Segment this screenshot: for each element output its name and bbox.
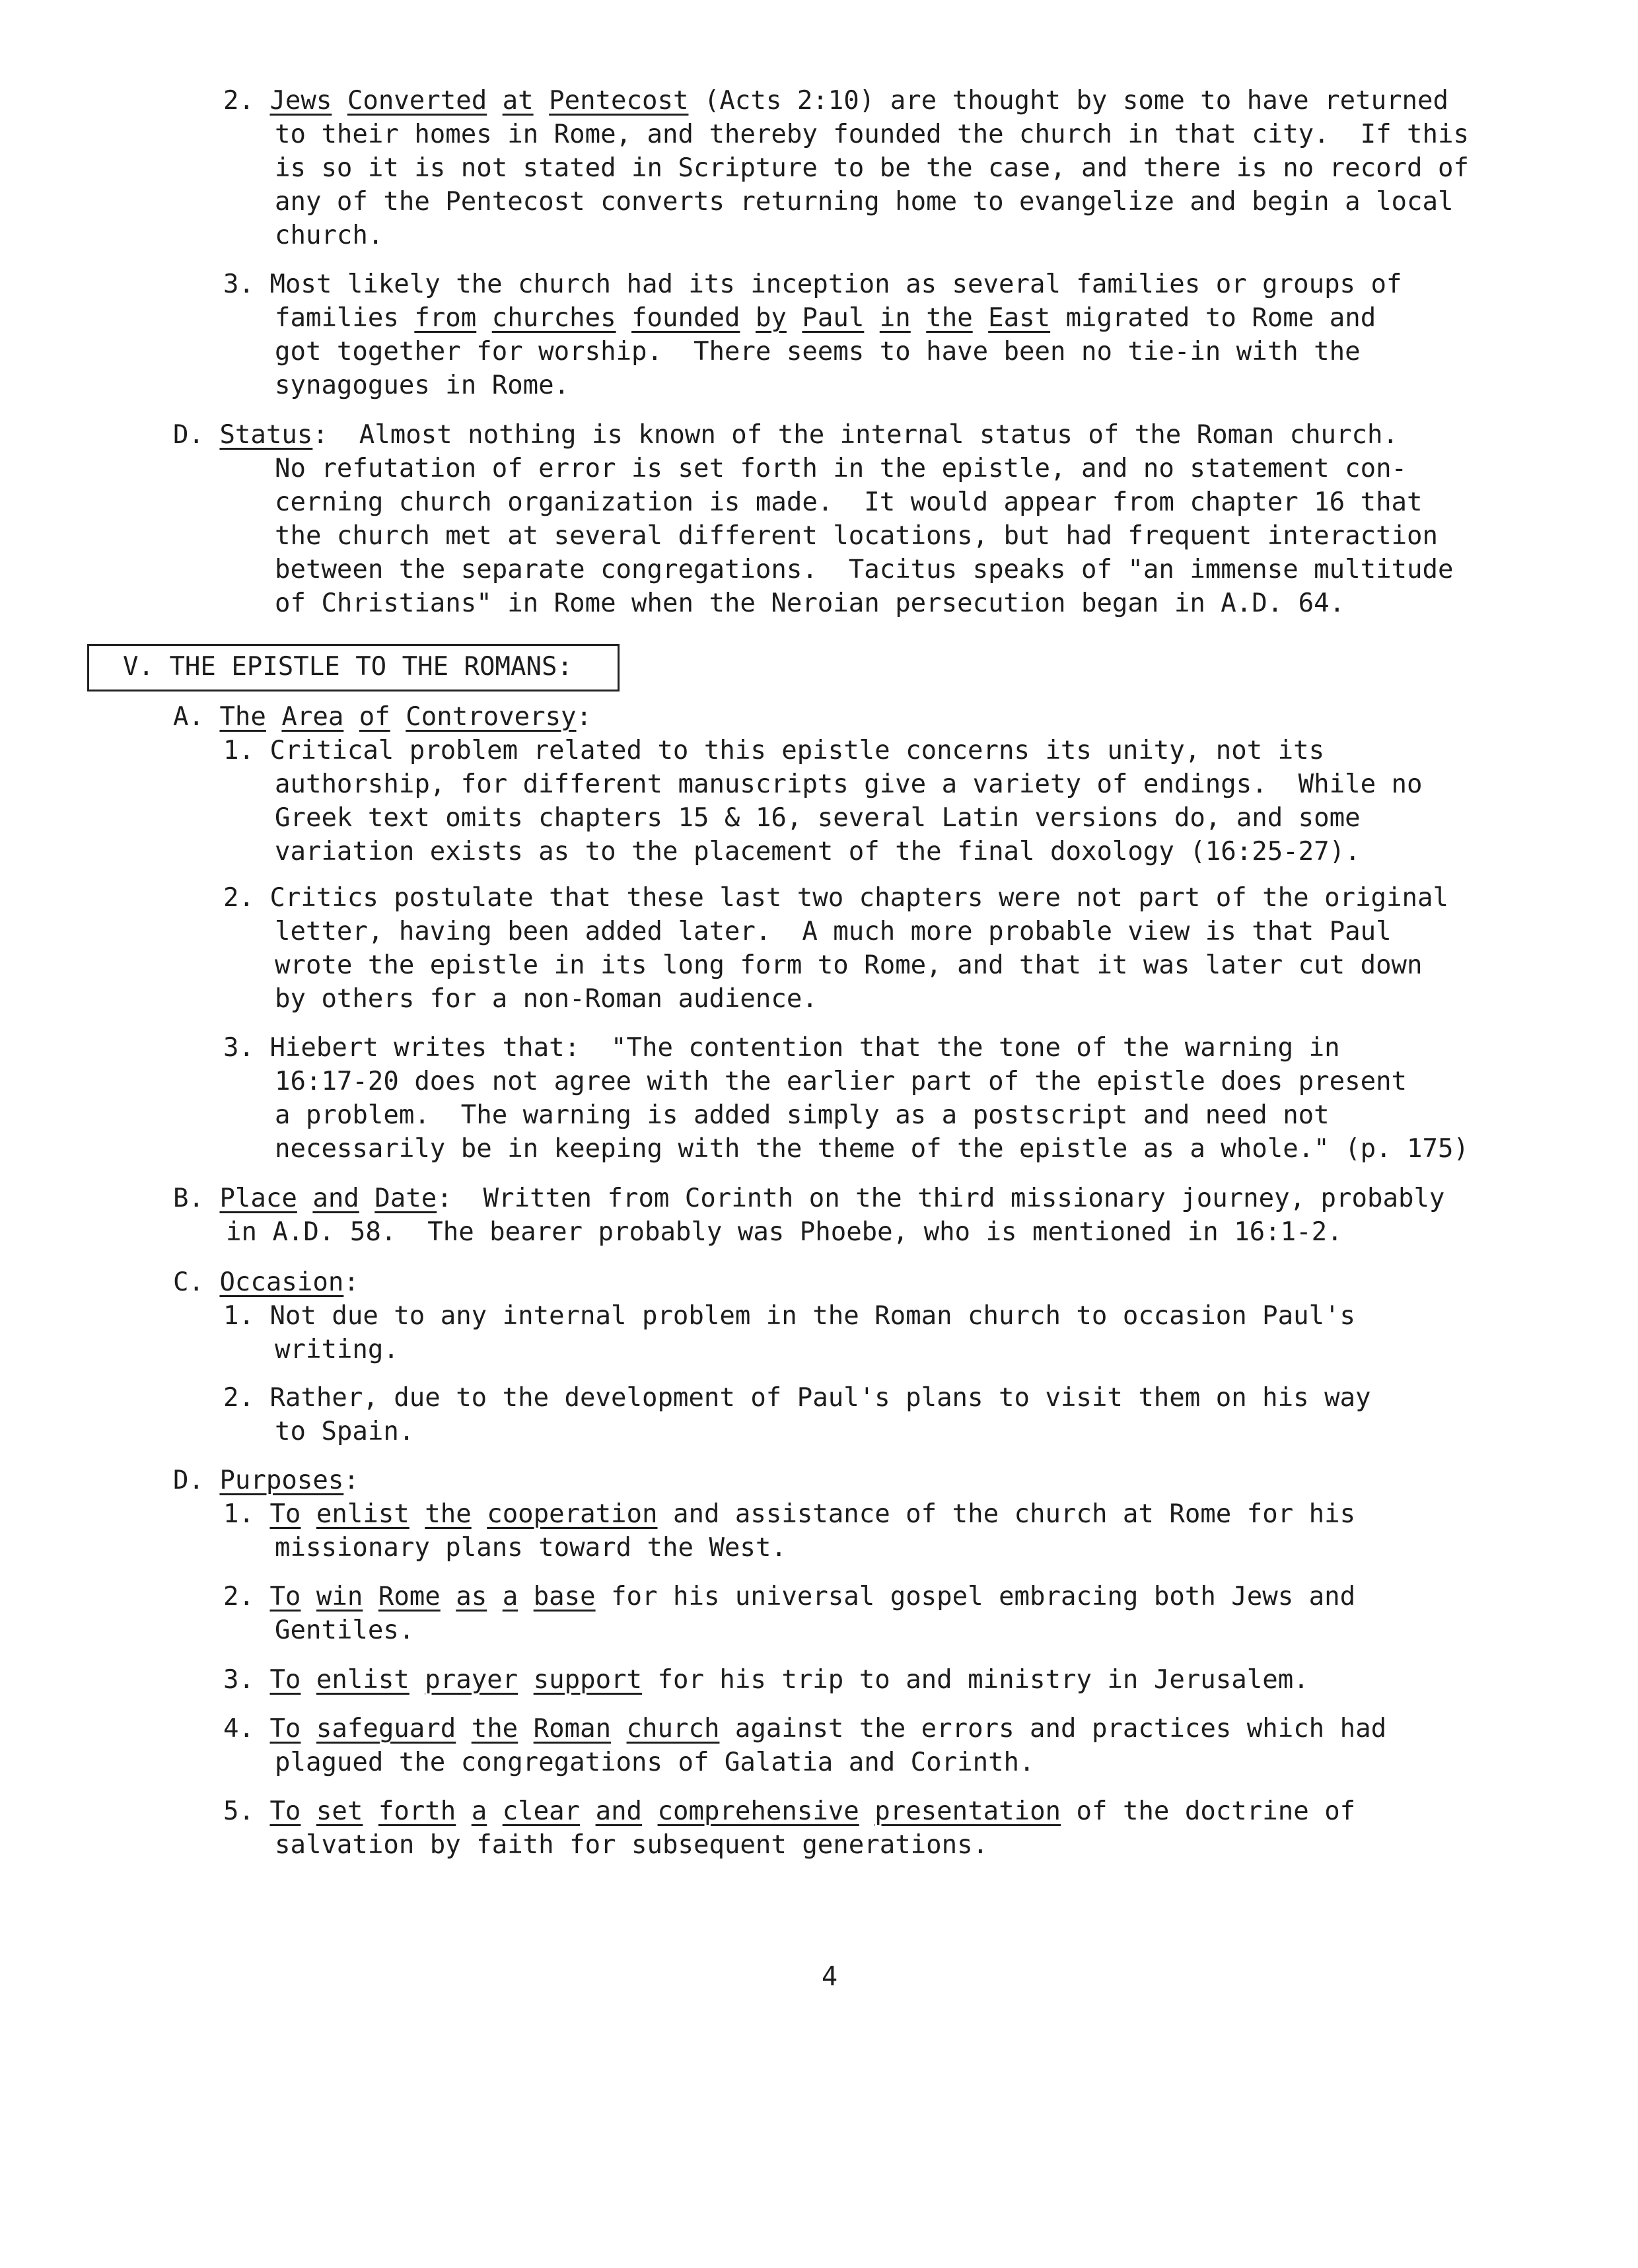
paragraph-a2 [223, 881, 1448, 1016]
text-line [173, 1215, 1444, 1249]
underlined-word: safeguard [316, 1714, 456, 1744]
text-run: 16:17-20 does not agree with the earlier part of the epistle does present [275, 1067, 1407, 1096]
underlined-word: in [879, 303, 911, 333]
text-run: C. [173, 1267, 220, 1297]
text-run: 5. [223, 1796, 270, 1826]
text-line [223, 1132, 1469, 1166]
text-run: variation exists as to the placement of the final doxology (16:25-27). [275, 837, 1361, 867]
text-line [223, 767, 1423, 801]
text-run [301, 1714, 316, 1744]
underlined-word: the [425, 1499, 472, 1529]
text-run [580, 1796, 595, 1826]
text-run: : [343, 1267, 359, 1297]
text-line [223, 801, 1423, 835]
underlined-word: Controversy [406, 702, 577, 732]
text-run: 2. [223, 1582, 270, 1612]
text-run: and assistance of the church at Rome for his [657, 1499, 1356, 1529]
text-run [410, 1499, 425, 1529]
text-run: families [275, 303, 415, 333]
text-run: letter, having been added later. A much more probable view is that Paul [275, 917, 1392, 946]
text-run: got together for worship. There seems to have been no tie-in with the [275, 337, 1361, 367]
text-run [616, 303, 631, 333]
underlined-word: support [533, 1665, 643, 1695]
text-line [173, 553, 1453, 586]
text-run [363, 1582, 378, 1612]
text-run: against the errors and practices which had [719, 1714, 1387, 1744]
text-line [173, 519, 1453, 553]
text-run: writing. [275, 1335, 399, 1364]
text-line [173, 700, 592, 734]
underlined-word: a [471, 1796, 487, 1826]
text-run: 2. [223, 86, 270, 116]
underlined-word: cooperation [487, 1499, 658, 1529]
underlined-word: and [595, 1796, 643, 1826]
text-run: plagued the congregations of Galatia and Corinth. [275, 1748, 1035, 1777]
text-line [223, 1497, 1355, 1531]
underlined-word: Converted [347, 86, 487, 116]
underlined-word: and [312, 1184, 359, 1213]
text-run: : [343, 1466, 359, 1495]
text-line [223, 1712, 1386, 1746]
text-line [223, 734, 1423, 767]
paragraph-hV [123, 650, 573, 684]
underlined-word: Place [219, 1184, 297, 1213]
text-run: authorship, for different manuscripts give a variety of endings. While no [275, 769, 1423, 799]
text-run: D. [173, 1466, 220, 1495]
text-line [223, 1746, 1386, 1779]
text-run [611, 1714, 626, 1744]
text-run: by others for a non-Roman audience. [275, 984, 818, 1014]
paragraph-p1 [223, 84, 1469, 252]
text-run [301, 1665, 316, 1695]
text-run [487, 1796, 502, 1826]
underlined-word: church [626, 1714, 720, 1744]
text-run [534, 86, 549, 116]
text-run: for his universal gospel embracing both Jews and [595, 1582, 1356, 1612]
text-run [518, 1714, 533, 1744]
underlined-word: prayer [425, 1665, 518, 1695]
underlined-word: To [269, 1796, 301, 1826]
text-run [911, 303, 926, 333]
underlined-word: founded [631, 303, 740, 333]
underlined-word: the [471, 1714, 518, 1744]
text-line [223, 369, 1402, 402]
text-run [266, 702, 281, 732]
text-run [456, 1714, 471, 1744]
text-run: missionary plans toward the West. [275, 1533, 787, 1563]
text-line [173, 586, 1453, 620]
paragraph-hD [173, 1464, 359, 1497]
underlined-word: of [359, 702, 390, 732]
text-line [223, 1613, 1355, 1647]
text-line [223, 1580, 1355, 1613]
underlined-word: enlist [316, 1499, 410, 1529]
text-run [518, 1665, 533, 1695]
text-line [223, 881, 1448, 915]
paragraph-d3 [223, 1663, 1309, 1697]
text-run: No refutation of error is set forth in the epistle, and no statement con- [275, 454, 1407, 483]
paragraph-d4 [223, 1712, 1386, 1779]
text-line [223, 1098, 1469, 1132]
underlined-word: presentation [874, 1796, 1061, 1826]
text-run: 4. [223, 1714, 270, 1744]
text-run: of Christians" in Rome when the Neroian persecution began in A.D. 64. [275, 588, 1345, 618]
text-run [301, 1796, 316, 1826]
text-run: cerning church organization is made. It would appear from chapter 16 that [275, 487, 1423, 517]
text-run [390, 702, 406, 732]
underlined-word: East [988, 303, 1051, 333]
text-run: 1. Critical problem related to this epistle concerns its unity, not its [223, 736, 1325, 765]
text-run [472, 1499, 487, 1529]
text-run: Gentiles. [275, 1615, 415, 1645]
text-line [223, 1663, 1309, 1697]
text-run: wrote the epistle in its long form to Rome, and that it was later cut down [275, 950, 1423, 980]
text-line [173, 485, 1453, 519]
text-run [332, 86, 347, 116]
text-run [410, 1665, 425, 1695]
text-run: to Spain. [275, 1417, 415, 1446]
underlined-word: churches [491, 303, 616, 333]
underlined-word: as [456, 1582, 487, 1612]
underlined-word: Roman [533, 1714, 612, 1744]
underlined-word: Status [219, 420, 313, 450]
paragraph-c1 [223, 1299, 1355, 1366]
underlined-word: Date [374, 1184, 437, 1213]
text-run: 2. Rather, due to the development of Paul's plans to visit them on his way [223, 1383, 1371, 1413]
underlined-word: The [219, 702, 266, 732]
text-line [223, 151, 1469, 185]
underlined-word: by [755, 303, 787, 333]
text-run: V. THE EPISTLE TO THE ROMANS: [123, 652, 573, 682]
text-run: between the separate congregations. Tacitus speaks of "an immense multitude [275, 555, 1454, 585]
underlined-word: enlist [316, 1665, 410, 1695]
text-run [518, 1582, 533, 1612]
paragraph-c2 [223, 1381, 1371, 1448]
text-run [301, 1499, 316, 1529]
text-line [223, 982, 1448, 1016]
paragraph-hC [173, 1265, 359, 1299]
text-run [343, 702, 359, 732]
underlined-word: Area [281, 702, 344, 732]
text-run: is so it is not stated in Scripture to be the case, and there is no record of [275, 153, 1469, 183]
text-run [487, 1582, 502, 1612]
text-line [223, 1381, 1371, 1415]
underlined-word: Rome [378, 1582, 441, 1612]
text-run [787, 303, 802, 333]
text-line [223, 915, 1448, 948]
text-run: synagogues in Rome. [275, 371, 570, 400]
text-run: 3. [223, 1665, 270, 1695]
text-run: (Acts 2:10) are thought by some to have returned [688, 86, 1448, 116]
text-line [173, 1265, 359, 1299]
text-run: : Written from Corinth on the third missionary journey, probably [437, 1184, 1445, 1213]
text-line [223, 219, 1469, 252]
text-line [223, 118, 1469, 151]
text-run: 1. Not due to any internal problem in the Roman church to occasion Paul's [223, 1301, 1356, 1331]
underlined-word: Jews [269, 86, 332, 116]
text-run: 2. Critics postulate that these last two chapters were not part of the original [223, 883, 1448, 913]
text-run: 1. [223, 1499, 270, 1529]
paragraph-a1 [223, 734, 1423, 868]
text-line [173, 452, 1453, 485]
underlined-word: base [533, 1582, 596, 1612]
text-run: church. [275, 221, 384, 250]
text-run [864, 303, 879, 333]
text-line [223, 1299, 1355, 1333]
text-line [223, 1794, 1355, 1828]
text-line [223, 267, 1402, 301]
underlined-word: forth [378, 1796, 456, 1826]
text-run: migrated to Rome and [1050, 303, 1376, 333]
text-line [173, 418, 1453, 452]
text-run [973, 303, 988, 333]
text-run: any of the Pentecost converts returning home to evangelize and begin a local [275, 187, 1454, 217]
paragraph-d1 [223, 1497, 1355, 1565]
text-run [456, 1796, 471, 1826]
text-line [223, 301, 1402, 335]
underlined-word: from [414, 303, 477, 333]
text-run: of the doctrine of [1061, 1796, 1356, 1826]
paragraph-a3 [223, 1031, 1469, 1166]
underlined-word: at [502, 86, 534, 116]
text-run: Greek text omits chapters 15 & 16, several Latin versions do, and some [275, 803, 1361, 833]
text-line [223, 1415, 1371, 1448]
underlined-word: a [502, 1582, 518, 1612]
text-run [363, 1796, 378, 1826]
text-run: necessarily be in keeping with the theme of the epistle as a whole." (p. 175) [275, 1134, 1469, 1164]
text-line [223, 335, 1402, 369]
text-line [223, 1531, 1355, 1565]
paragraph-hA [173, 700, 592, 734]
text-run [740, 303, 755, 333]
text-run: in A.D. 58. The bearer probably was Phoebe, who is mentioned in 16:1-2. [226, 1217, 1343, 1247]
underlined-word: Purposes [219, 1466, 344, 1495]
text-run: A. [173, 702, 220, 732]
underlined-word: To [269, 1665, 301, 1695]
underlined-word: To [269, 1582, 301, 1612]
text-run [359, 1184, 374, 1213]
text-run: B. [173, 1184, 220, 1213]
underlined-word: set [316, 1796, 363, 1826]
underlined-word: the [926, 303, 973, 333]
paragraph-p2 [223, 267, 1402, 402]
text-run: D. [173, 420, 220, 450]
text-line [173, 1464, 359, 1497]
underlined-word: To [269, 1714, 301, 1744]
underlined-word: comprehensive [657, 1796, 859, 1826]
paragraph-d2 [223, 1580, 1355, 1647]
text-line [173, 1182, 1444, 1215]
text-line [223, 185, 1469, 219]
paragraph-B [173, 1182, 1444, 1249]
text-line [223, 84, 1469, 118]
text-run: 3. Most likely the church had its inception as several families or groups of [223, 269, 1402, 299]
text-run [476, 303, 491, 333]
page-number: 4 [822, 1962, 838, 1992]
text-run: a problem. The warning is added simply as a postscript and need not [275, 1100, 1330, 1130]
text-run [487, 86, 502, 116]
text-run: : Almost nothing is known of the internal status of the Roman church. [312, 420, 1398, 450]
text-line [123, 650, 573, 684]
text-line [223, 835, 1423, 868]
paragraph-p3 [173, 418, 1453, 620]
text-run: for his trip to and ministry in Jerusalem. [642, 1665, 1309, 1695]
underlined-word: win [316, 1582, 363, 1612]
underlined-word: Pentecost [549, 86, 689, 116]
text-run: to their homes in Rome, and thereby founded the church in that city. If this [275, 120, 1469, 149]
underlined-word: To [269, 1499, 301, 1529]
underlined-word: clear [502, 1796, 581, 1826]
text-run [441, 1582, 456, 1612]
underlined-word: Paul [802, 303, 865, 333]
text-line [223, 1828, 1355, 1862]
text-run [297, 1184, 312, 1213]
text-run [642, 1796, 657, 1826]
paragraph-d5 [223, 1794, 1355, 1862]
underlined-word: Occasion [219, 1267, 344, 1297]
text-run: : [576, 702, 592, 732]
text-line [223, 1065, 1469, 1098]
text-run: 3. Hiebert writes that: "The contention that the tone of the warning in [223, 1033, 1340, 1063]
text-run: salvation by faith for subsequent generations. [275, 1830, 989, 1860]
text-line [223, 1333, 1355, 1366]
text-line [223, 948, 1448, 982]
text-line [223, 1031, 1469, 1065]
text-run: the church met at several different locations, but had frequent interaction [275, 521, 1438, 551]
text-run [859, 1796, 874, 1826]
text-run [301, 1582, 316, 1612]
